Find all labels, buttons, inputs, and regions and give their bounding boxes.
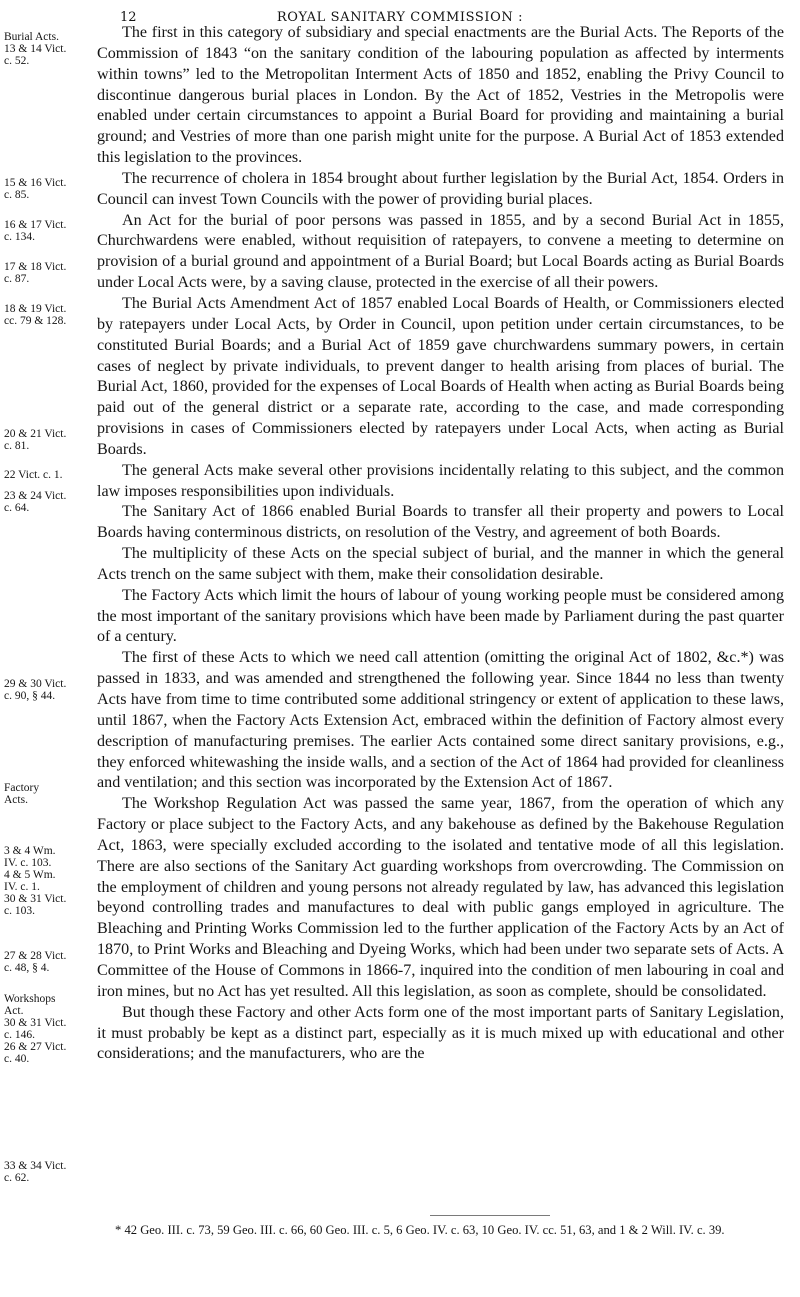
paragraph: The Workshop Regulation Act was passed the same year, 1867, from the operation of which any Factory or place subject to the Factory Acts, and any bakehouse as defined by the Bakehouse Regulation Act, 1863, were specially excluded according to the isolated and tentative mode of all this legislation. There are also sections of the Sanitary Act guarding workshops from overcrowding. The Commission on the employment of children and young persons not already regulated by law, has advanced this legislation beyond controlling trades and manufactures to deal with public gangs employed in agriculture. The Bleaching and Printing Works Commission led to the further application of the Factory Acts by an Act of 1870, to Print Works and Bleaching and Dyeing Works, which had been under two separate sets of Acts. A Committee of the House of Commons in 1866-7, inquired into the condition of men labouring in coal and iron mines, but no Act has yet resulted. All this legislation, as soon as complete, should be consolidated. <box>97 795 784 1000</box>
page-number: 12 <box>120 10 137 25</box>
margin-note-burial-acts: Burial Acts. 13 & 14 Vict. c. 52. <box>4 31 67 67</box>
paragraph: An Act for the burial of poor persons was passed in 1855, and by a second Burial Act in 1855, Churchwardens were enabled, without requisition of ratepayers, to convene a meeting to determine on provision of a burial ground and appointment of a Burial Board; but Local Boards acting as Burial Boards under Local Acts were, by a saving clause, protected in the exercise of all their powers. <box>97 211 784 292</box>
margin-note-factory-acts: Factory Acts. <box>4 782 40 806</box>
body-text <box>97 23 784 1065</box>
paragraph: The first in this category of subsidiary and special enactments are the Burial Acts. The Reports of the Commission of 1843 “on the sanitary condition of the labouring population as affected by interments within towns” led to the Metropolitan Interment Acts of 1850 and 1852, enabling the Privy Council to discontinue dangerous burial places in London. By the Act of 1852, Vestries in the Metropolis were enabled under certain circumstances to appoint a Burial Board for providing and maintaining a burial ground; and Vestries of more than one parish might unite for the purpose. A Burial Act of 1853 extended this legislation to the provinces. <box>97 24 784 167</box>
margin-note: 4 & 5 Wm. IV. c. 1. <box>4 869 56 893</box>
margin-note: 17 & 18 Vict. c. 87. <box>4 261 67 285</box>
paragraph: The Sanitary Act of 1866 enabled Burial Boards to transfer all their property and powers to Local Boards having conterminous districts, on resolution of the Vestry, and agreement of both Boards. <box>97 503 784 542</box>
paragraph: The first of these Acts to which we need call attention (omitting the original Act of 1802, &c.*) was passed in 1833, and was amended and strengthened the following year. Since 1844 no less than twenty Acts have from time to time contributed some additional stringency or extent of application to these laws, until 1867, when the Factory Acts Extension Act, embraced within the definition of Factory almost every description of manufacturing premises. The earlier Acts contained some direct sanitary provisions, e.g., they enforced whitewashing the inside walls, and a section of the Act of 1864 had provided for cleanliness and ventilation; and this section was incorporated by the Extension Act of 1867. <box>97 649 784 792</box>
footnote: * 42 Geo. III. c. 73, 59 Geo. III. c. 66, 60 Geo. III. c. 5, 6 Geo. IV. c. 63, 10 Geo. IV. cc. 51, 63, and 1 & 2 Will. IV. c. 39. <box>115 1223 725 1237</box>
paragraph: The recurrence of cholera in 1854 brought about further legislation by the Burial Act, 1854. Orders in Council can invest Town Councils with the power of providing burial places. <box>97 169 784 208</box>
margin-note: 3 & 4 Wm. IV. c. 103. <box>4 845 56 869</box>
running-head: ROYAL SANITARY COMMISSION : <box>276 10 524 25</box>
margin-note: 27 & 28 Vict. c. 48, § 4. <box>4 950 67 974</box>
margin-note: 23 & 24 Vict. c. 64. <box>4 490 67 514</box>
margin-note: 20 & 21 Vict. c. 81. <box>4 428 67 452</box>
margin-note: 30 & 31 Vict. c. 103. <box>4 893 67 917</box>
paragraph: But though these Factory and other Acts form one of the most important parts of Sanitary Legislation, it must probably be kept as a distinct part, especially as it is much mixed up with educational and other considerations; and the manufacturers, who are the <box>97 1003 784 1063</box>
paragraph: The multiplicity of these Acts on the special subject of burial, and the manner in which the general Acts trench on the same subject with them, make their consolidation desirable. <box>97 545 784 583</box>
paragraph: The Burial Acts Amendment Act of 1857 enabled Local Boards of Health, or Commissioners elected by ratepayers under Local Acts, by Order in Council, upon petition under certain circumstances, to be constituted Burial Boards; and a Burial Act of 1859 gave churchwardens summary powers, in certain cases of neglect by private individuals, to prevent danger to health arising from places of burial. The Burial Act, 1860, provided for the expenses of Local Boards of Health when acting as Burial Boards being paid out of the general district or a separate rate, according to the case, and made corresponding provisions in cases of Commissioners elected by ratepayers under Local Acts, when acting as Burial Boards. <box>97 294 784 458</box>
margin-note: 29 & 30 Vict. c. 90, § 44. <box>4 678 67 702</box>
margin-note: 26 & 27 Vict. c. 40. <box>4 1041 67 1065</box>
paragraph: The Factory Acts which limit the hours of labour of young working people must be considered among the most important of the sanitary provisions which have been made by Parliament during the past quarter of a century. <box>97 586 784 646</box>
margin-note: 33 & 34 Vict. c. 62. <box>4 1160 67 1184</box>
margin-note: 22 Vict. c. 1. <box>4 469 63 481</box>
paragraph: The general Acts make several other provisions incidentally relating to this subject, and the common law imposes responsibilities upon individuals. <box>97 461 784 500</box>
margin-note-workshops-act: Workshops Act. 30 & 31 Vict. c. 146. <box>4 993 67 1041</box>
margin-note: 18 & 19 Vict. cc. 79 & 128. <box>4 303 67 327</box>
margin-note: 16 & 17 Vict. c. 134. <box>4 219 67 243</box>
margin-note: 15 & 16 Vict. c. 85. <box>4 177 67 201</box>
footnote-rule <box>430 1215 550 1216</box>
